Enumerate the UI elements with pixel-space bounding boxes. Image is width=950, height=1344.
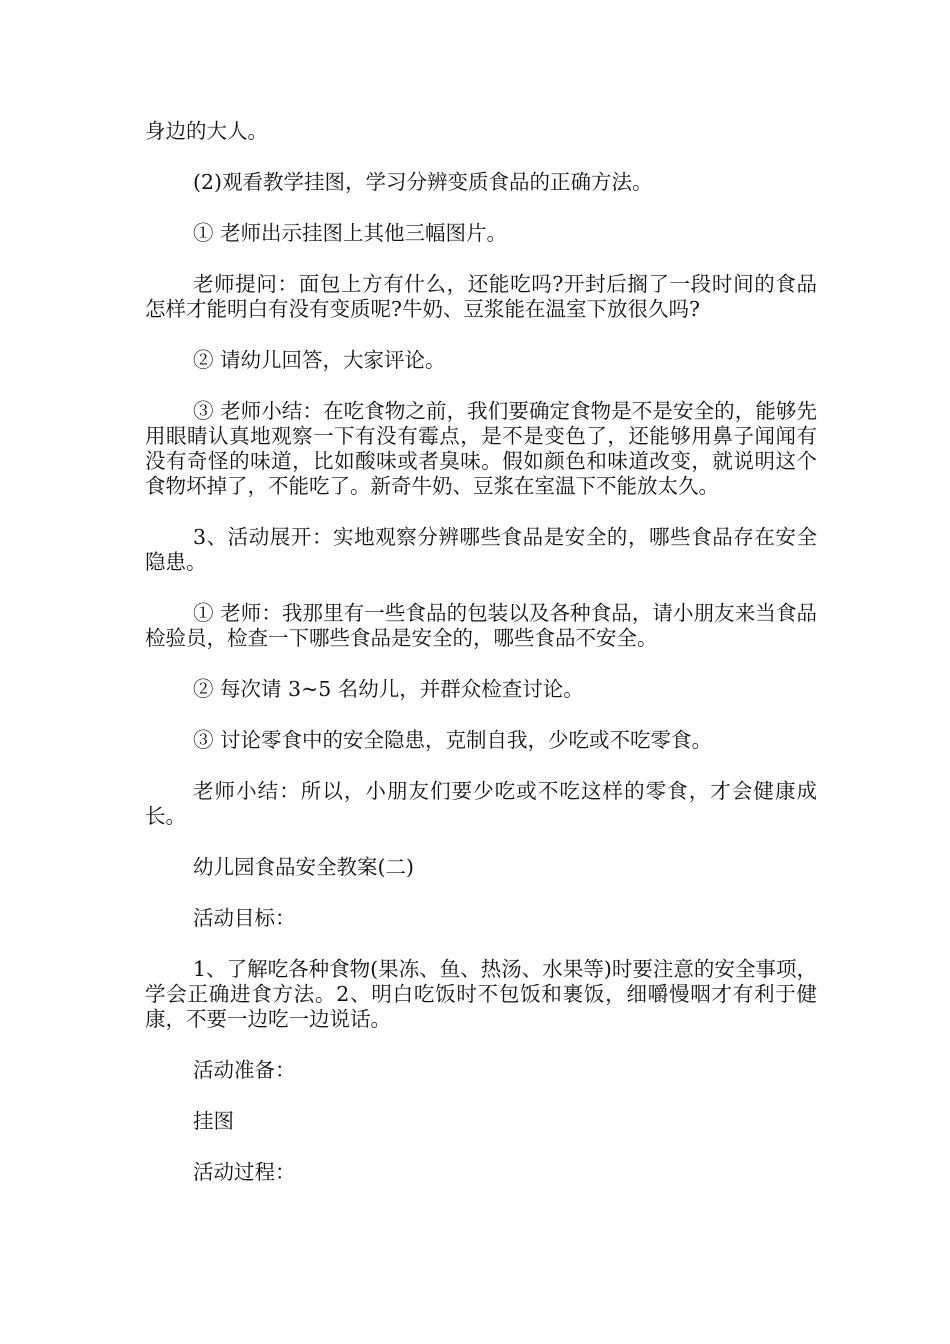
- paragraph-activity-3: 3、活动展开：实地观察分辨哪些食品是安全的，哪些食品存在安全隐患。: [145, 525, 817, 574]
- paragraph-final-summary: 老师小结：所以，小朋友们要少吃或不吃这样的零食，才会健康成长。: [145, 779, 817, 828]
- paragraph-discuss-snacks: ③ 讨论零食中的安全隐患，克制自我，少吃或不吃零食。: [193, 728, 713, 752]
- heading-activity-process: 活动过程：: [193, 1160, 296, 1184]
- heading-activity-goals: 活动目标：: [193, 906, 296, 930]
- paragraph-observe-wall-chart: (2)观看教学挂图，学习分辨变质食品的正确方法。: [193, 170, 653, 194]
- paragraph-step-3-teacher-summary: ③ 老师小结：在吃食物之前，我们要确定食物是不是安全的，能够先用眼睛认真地观察一下有没有霉点，是不是变色了，还能够用鼻子闻闻有没有奇怪的味道，比如酸味或者臭味。假如颜色和味道改变，就说明这个食物坏掉了，不能吃了。新奇牛奶、豆浆在室温下不能放太久。: [145, 399, 817, 498]
- paragraph-step-1-show-pictures: ① 老师出示挂图上其他三幅图片。: [193, 221, 508, 245]
- paragraph-inspector-game: ① 老师：我那里有一些食品的包装以及各种食品，请小朋友来当食品检验员，检查一下哪些食品是安全的，哪些食品不安全。: [145, 601, 817, 650]
- paragraph-teacher-questions: 老师提问：面包上方有什么，还能吃吗?开封后搁了一段时间的食品怎样才能明白有没有变质呢?牛奶、豆浆能在温室下放很久吗?: [145, 272, 817, 321]
- paragraph-wall-chart: 挂图: [193, 1109, 234, 1133]
- paragraph-group-check: ② 每次请 3~5 名幼儿，并群众检查讨论。: [193, 677, 584, 701]
- paragraph-continuation: 身边的大人。: [145, 119, 268, 143]
- document-body: [145, 119, 817, 1211]
- section-heading-lesson-two: 幼儿园食品安全教案(二): [193, 855, 414, 879]
- heading-activity-preparation: 活动准备：: [193, 1058, 296, 1082]
- paragraph-goals-list: 1、了解吃各种食物(果冻、鱼、热汤、水果等)时要注意的安全事项，学会正确进食方法。2、明白吃饭时不包饭和裹饭，细嚼慢咽才有利于健康，不要一边吃一边说话。: [145, 957, 817, 1031]
- paragraph-step-2-children-answer: ② 请幼儿回答，大家评论。: [193, 348, 446, 372]
